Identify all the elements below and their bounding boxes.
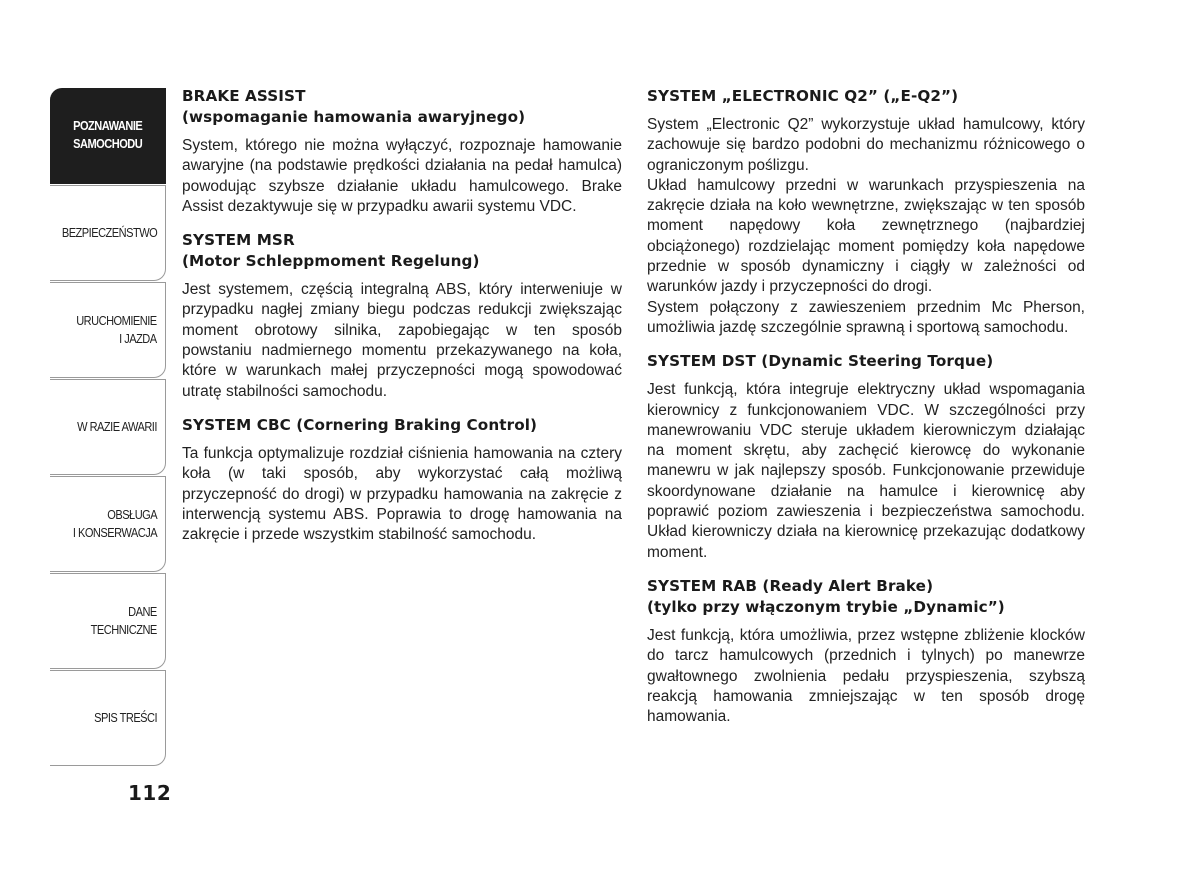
left-column [182,86,622,558]
section-text: Jest funkcją, która integruje elektryczny układ wspomagania kierownicy z funkcjonowaniem VDC. W szczególności przy manewrowaniu VDC steruje układem kierowniczym działając na moment skrętu, aby zachęcić kierowcę do wykonanie manewru w jak najlepszy sposób. Funkcjonowanie przewiduje skoordynowane działanie na hamulce i kierownicę aby poprawić poziom zawieszenia i bezpieczeństwa samochodu. Układ kierowniczy działa na kierownicę przekazując dodatkowy moment. [647,381,1085,561]
section-heading [647,351,1085,372]
section-text: System „Electronic Q2” wykorzystuje układ hamulcowy, który zachowuje się bardzo podobni do mechanizmu różnicowego o ograniczonym poślizgu. [647,116,1085,174]
section-brake-assist [182,86,622,217]
tab-poznawanie-samochodu[interactable] [50,88,166,184]
section-text: Jest systemem, częścią integralną ABS, który interweniuje w przypadku nagłej zmiany biegu podczas redukcji zwiększając moment obrotowy silnika, zapobiegając w ten sposób powstaniu nadmiernego momentu przekazywanego na koła, które w warunkach małej przyczepności mogą spowodować utratę stabilności samochodu. [182,281,622,400]
section-text: System, którego nie można wyłączyć, rozpoznaje hamowanie awaryjne (na podstawie prędkości działania na pedał hamulca) powodując szybsze działanie układu hamulcowego. Brake Assist dezaktywuje się w przypadku awarii systemu VDC. [182,137,622,215]
tab-w-razie-awarii[interactable] [50,379,166,475]
tab-label: OBSŁUGA I KONSERWACJA [72,507,157,540]
tab-dane-techniczne[interactable] [50,573,166,669]
heading-title: BRAKE ASSIST [182,87,306,105]
page-number: 112 [128,781,172,805]
tab-label: SPIS TREŚCI [94,710,157,725]
tab-bezpieczenstwo[interactable] [50,185,166,281]
chapter-tabs [50,88,166,767]
tab-uruchomienie-i-jazda[interactable] [50,282,166,378]
section-text: Ta funkcja optymalizuje rozdział ciśnienia hamowania na cztery koła (w taki sposób, aby wykorzystać całą możliwą przyczepność do drogi) w przypadku hamowania na zakręcie z interwencją systemu ABS. Poprawia to drogę hamowania na zakręcie i przede wszystkim stabilność samochodu. [182,444,622,544]
tab-obsluga-i-konserwacja[interactable] [50,476,166,572]
section-dst [647,351,1085,563]
section-heading [647,86,1085,107]
section-text: System połączony z zawieszeniem przednim Mc Pherson, umożliwia jazdę szczególnie sprawną i sportową samochodu. [647,298,1085,336]
tab-label: POZNAWANIE SAMOCHODU [72,118,143,151]
heading-subtitle: (Motor Schleppmoment Regelung) [182,252,480,271]
heading-title: SYSTEM „ELECTRONIC Q2” („E-Q2”) [647,87,959,105]
section-cbc [182,415,622,545]
heading-title: SYSTEM RAB (Ready Alert Brake) [647,576,934,595]
section-msr [182,230,622,402]
section-heading [182,415,622,436]
tab-label: DANE TECHNICZNE [90,604,157,637]
heading-subtitle: (wspomaganie hamowania awaryjnego) [182,108,526,126]
tab-label: URUCHOMIENIE I JAZDA [76,313,157,346]
heading-subtitle: (tylko przy włączonym trybie „Dynamic”) [647,597,1005,616]
heading-title: SYSTEM DST (Dynamic Steering Torque) [647,352,994,371]
tab-spis-tresci[interactable] [50,670,166,766]
section-heading [182,86,622,128]
section-electronic-q2 [647,86,1085,338]
section-text: Jest funkcją, która umożliwia, przez wstępne zbliżenie klocków do tarcz hamulcowych (przednich i tylnych) po manewrze gwałtownego zwolnienia pedału przyspieszenia, szybszą reakcją hamowania zmniejszając w ten sposób drogę hamowania. [647,626,1085,726]
tab-label: BEZPIECZEŃSTWO [61,225,157,240]
section-rab [647,576,1085,727]
section-heading [182,230,622,272]
section-text: Układ hamulcowy przedni w warunkach przyspieszenia na zakręcie działa na koło wewnętrzne, zwiększając w ten sposób moment napędowy koła zewnętrznego (najbardziej obciążonego) rozdzielając moment pomiędzy koła napędowe przednie w sposób dynamiczny i ciągły w zależności od warunków jazdy i przyczepności do drogi. [647,176,1085,296]
section-heading [647,576,1085,618]
tab-label: W RAZIE AWARII [77,419,157,434]
right-column [647,86,1085,740]
heading-title: SYSTEM CBC (Cornering Braking Control) [182,415,538,434]
heading-title: SYSTEM MSR [182,231,295,250]
